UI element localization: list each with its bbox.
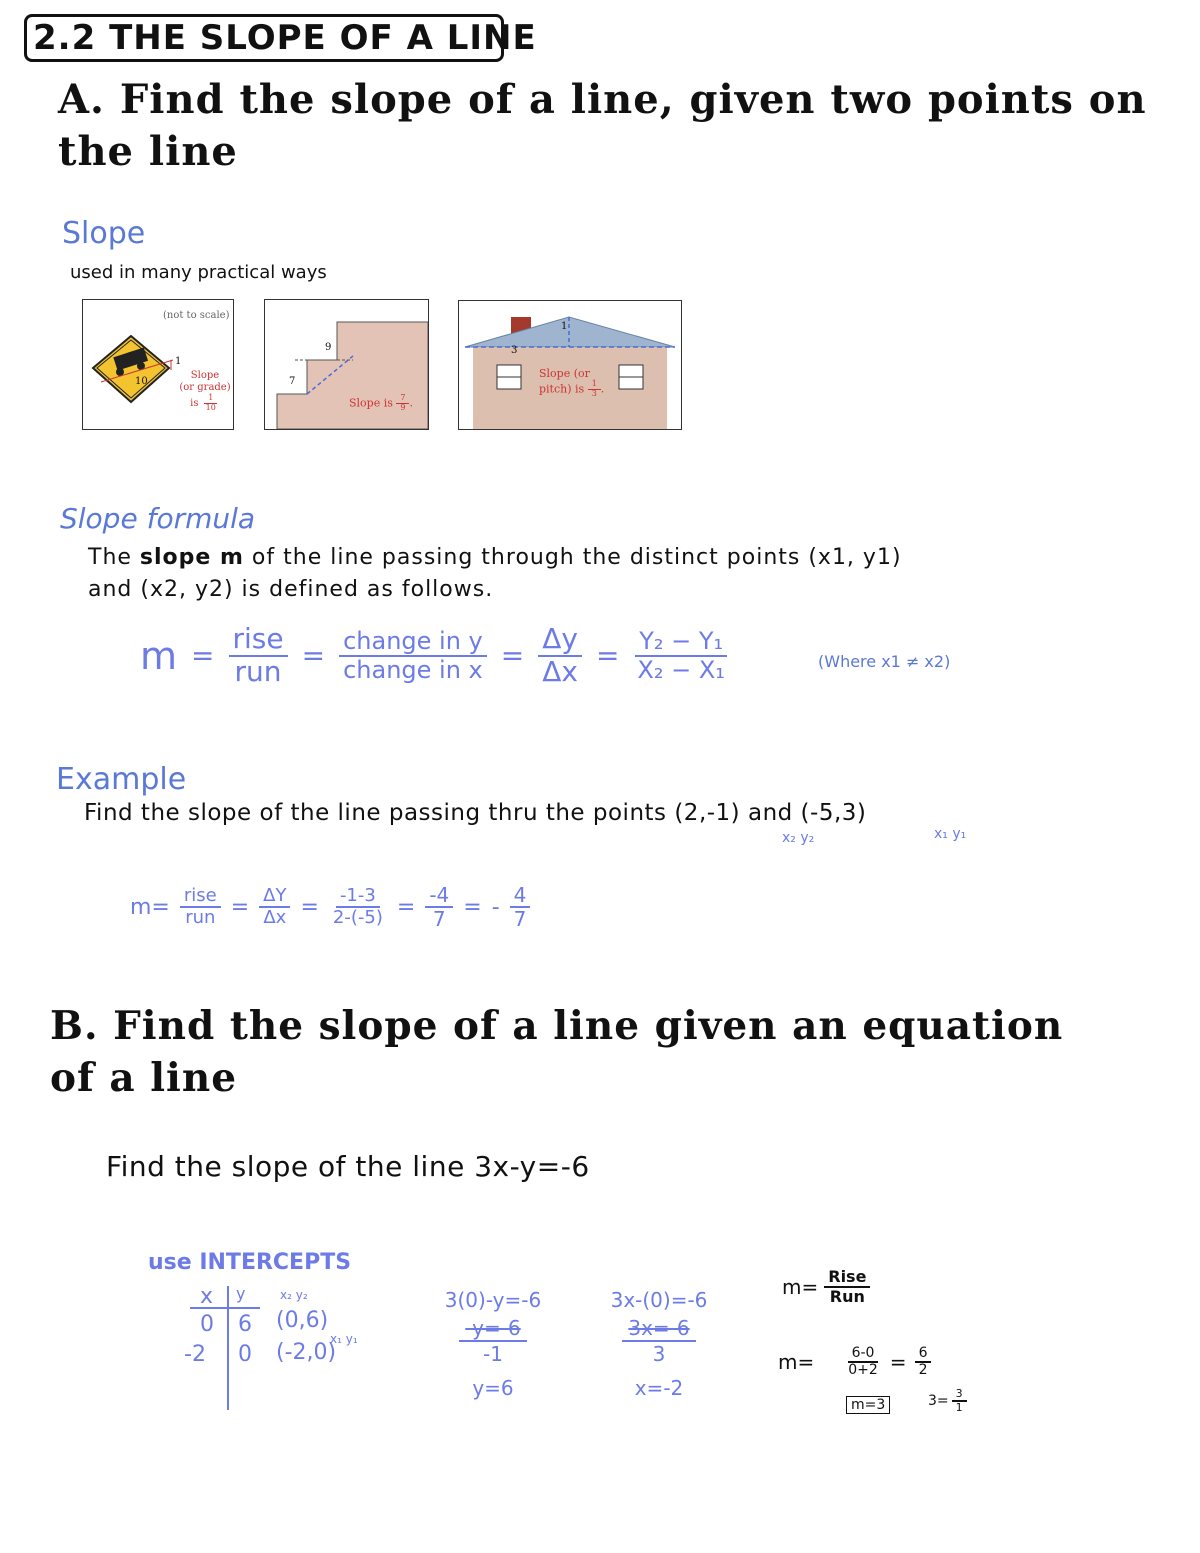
work-eq: =	[300, 894, 319, 920]
house-rise: 1	[561, 321, 568, 332]
slope-rise-run	[782, 1268, 870, 1305]
slope-b-frac-rise-run: $\frac{\text{Rise}}{\text{Run}}$	[824, 1268, 870, 1305]
intercept-table	[180, 1284, 380, 1404]
frac-change: $\frac{\text{change in y}}{\text{change in x}}$	[339, 628, 487, 683]
slope-description: used in many practical ways	[70, 262, 327, 283]
section-b-heading-line2: of a line	[50, 1055, 238, 1101]
slope-b-m1: m=	[782, 1274, 819, 1299]
frac-delta: $\frac{\Delta y}{\Delta x}$	[538, 624, 582, 688]
use-intercepts-label: use INTERCEPTS	[148, 1250, 352, 1275]
slope-b-m2: m=	[778, 1350, 815, 1375]
calc2-line2: 3x=-6	[622, 1316, 695, 1342]
stairs-run: 9	[325, 342, 332, 353]
example-work	[130, 884, 530, 930]
house-run: 3	[511, 345, 518, 356]
formula-definition	[88, 542, 902, 606]
table-pt1: (0,6)	[276, 1308, 329, 1333]
house-caption	[539, 367, 604, 399]
work-m: m=	[130, 894, 170, 920]
calc1-divisor: -1	[483, 1342, 503, 1366]
work-eq: =	[463, 894, 482, 920]
section-b-heading	[50, 1000, 1190, 1104]
stairs-figure	[264, 299, 429, 430]
example-label: Example	[56, 762, 187, 797]
slope-b-final-frac: $\frac{3}{1}$	[952, 1388, 967, 1414]
frac-coords: $\frac{\text{Y₂ − Y₁}}{\text{X₂ − X₁}}$	[633, 628, 729, 683]
formula-m: m	[140, 633, 178, 678]
x-intercept-calc	[584, 1288, 734, 1400]
formula-eq: =	[191, 639, 215, 673]
y-intercept-calc	[418, 1288, 568, 1400]
table-row2-x: -2	[184, 1342, 206, 1367]
sign-caption-top: (not to scale)	[163, 310, 230, 321]
stairs-caption: Slope is $\frac{7}{9}$ .	[349, 393, 413, 412]
table-col-x: x	[200, 1284, 214, 1309]
sign-caption	[179, 370, 231, 413]
section-a-heading-line1: A. Find the slope of a line, given two points on	[58, 76, 1147, 123]
table-pt2: (-2,0)	[276, 1340, 337, 1365]
section-b-heading-line1: B. Find the slope of a line given an equation	[50, 1003, 1064, 1049]
slope-label: Slope	[62, 216, 146, 251]
slope-b-final	[928, 1388, 967, 1414]
sign-caption-line2: (or grade)	[179, 382, 231, 393]
work-frac-rise-run: $\frac{\text{rise}}{\text{run}}$	[180, 886, 221, 928]
house-caption-line1: Slope (or	[539, 367, 590, 380]
sign-caption-line1: Slope	[190, 370, 220, 381]
house-caption-line2: pitch) is $\frac{1}{3}$ .	[539, 379, 605, 398]
slope-b-eq: =	[889, 1350, 907, 1375]
annotation-x1y1: x₁ y₁	[934, 826, 967, 842]
calc2-divisor: 3	[652, 1342, 666, 1366]
work-frac-substitution: $\frac{-1-3}{2-(-5)}$	[332, 885, 383, 928]
table-pt2-label: x₁ y₁	[330, 1332, 358, 1346]
calc1-line1: 3(0)-y=-6	[444, 1288, 542, 1312]
page-title: 2.2 THE SLOPE OF A LINE	[24, 14, 504, 62]
sign-rise: 1	[175, 356, 182, 367]
work-eq: =	[396, 894, 416, 920]
calc1-line2: -y=-6	[459, 1316, 526, 1342]
house-figure	[458, 300, 682, 430]
frac-rise-run: $\frac{\text{rise}}{\text{run}}$	[229, 624, 288, 688]
slope-formula-written: m = $\frac{\text{rise}}{\text{run}}$ = $\frac{\text{change in y}}{\text{change in x}}$ = $\frac{\Delta y}{\Delta x}$ = $\frac{\text{Y₂ − Y₁}}{\text{X₂ − X₁}}$	[140, 624, 729, 688]
calc2-line1: 3x-(0)=-6	[610, 1288, 708, 1312]
slope-b-boxed-answer: m=3	[846, 1396, 890, 1414]
stairs-rise: 7	[289, 376, 296, 387]
table-pt1-label: x₂ y₂	[280, 1288, 308, 1302]
formula-definition-line2: and (x2, y2) is defined as follows.	[88, 577, 494, 602]
formula-definition-line1: The slope m of the line passing through the distinct points (x1, y1)	[88, 545, 902, 570]
formula-note: (Where x1 ≠ x2)	[818, 652, 951, 671]
road-sign-figure	[82, 299, 234, 430]
slope-b-frac1: $\frac{6-0}{0+2}$	[848, 1345, 878, 1379]
table-row1-y: 6	[238, 1312, 252, 1337]
slope-b-calc	[778, 1346, 931, 1379]
example-problem: Find the slope of the line passing thru the points (2,-1) and (-5,3)	[84, 800, 867, 826]
work-eq: =	[230, 894, 250, 920]
sign-run: 10	[135, 376, 148, 387]
work-frac-final: $\frac{4}{7}$	[510, 884, 531, 930]
house-icon	[459, 301, 681, 429]
table-row1-x: 0	[200, 1312, 214, 1337]
slope-b-final-lhs: 3=	[928, 1393, 949, 1410]
sign-caption-line3: is $\frac{1}{10}$	[190, 393, 216, 412]
table-col-y: y	[236, 1284, 246, 1303]
section-b-problem: Find the slope of the line 3x-y=-6	[106, 1150, 590, 1183]
annotation-x2y2: x₂ y₂	[782, 830, 815, 846]
slope-formula-label: Slope formula	[60, 502, 256, 535]
section-a-heading-line2: the line	[58, 128, 238, 175]
section-a-heading	[58, 74, 1178, 178]
work-frac-result: $\frac{-4}{7}$	[425, 884, 453, 930]
calc2-result: x=-2	[634, 1376, 684, 1400]
work-frac-delta: $\frac{\Delta Y}{\Delta x}$	[259, 886, 290, 928]
work-negative: -	[491, 894, 500, 920]
slope-b-frac2: $\frac{6}{2}$	[915, 1346, 932, 1379]
calc1-result: y=6	[472, 1376, 514, 1400]
table-row2-y: 0	[238, 1342, 252, 1367]
